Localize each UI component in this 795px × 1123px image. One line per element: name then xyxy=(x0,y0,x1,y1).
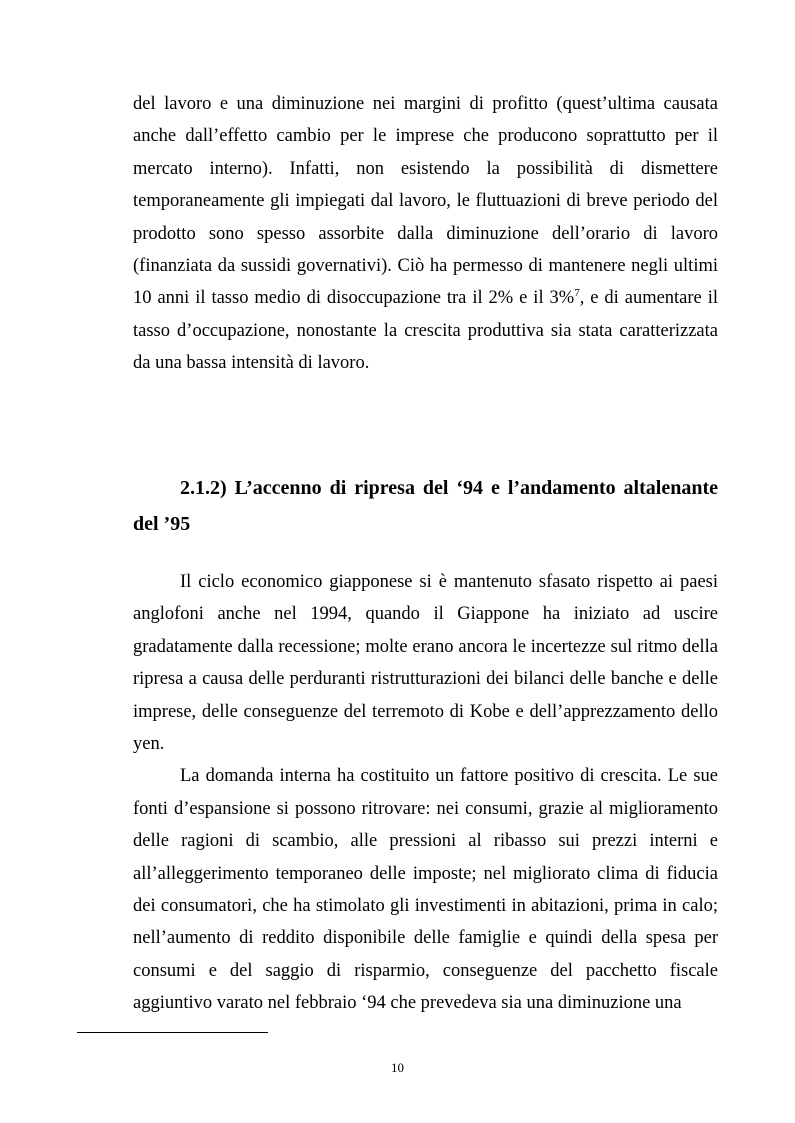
page-number: 10 xyxy=(391,1060,404,1075)
footnote-separator xyxy=(77,1032,268,1033)
paragraph-continued xyxy=(133,88,718,380)
paragraph-3: La domanda interna ha costituito un fattore positivo di crescita. Le sue fonti d’espansione si possono ritrovare: nei consumi, grazie al miglioramento delle ragioni di scambio, alle pressioni al ribasso sui prezzi interni e all’alleggerimento temporaneo delle imposte; nel migliorato clima di fiducia dei consumatori, che ha stimolato gli investimenti in abitazioni, prima in calo; nell’aumento di reddito disponibile delle famiglie e quindi della spesa per consumi e del saggio di risparmio, conseguenze del pacchetto fiscale aggiuntivo varato nel febbraio ‘94 che prevedeva sia una diminuzione una xyxy=(133,766,718,1014)
paragraph-1-text: del lavoro e una diminuzione nei margini di profitto (quest’ultima causata anche dall’effetto cambio per le imprese che producono soprattutto per il mercato interno). Infatti, non esistendo la possibilità di dismettere temporaneamente gli impiegati dal lavoro, le fluttuazioni di breve periodo del prodotto sono spesso assorbite dalla diminuzione dell’orario di lavoro (finanziata da sussidi governativi). Ciò ha permesso di mantenere negli ultimi 10 anni il tasso medio di disoccupazione tra il 2% e il 3% xyxy=(133,94,718,309)
paragraph-1-text-end: , e di aumentare il tasso d’occupazione, nonostante la crescita produttiva sia stata caratterizzata da una bassa intensità di lavoro. xyxy=(133,288,718,374)
paragraph-1 xyxy=(133,88,718,380)
paragraph-2: Il ciclo economico giapponese si è mantenuto sfasato rispetto ai paesi anglofoni anche nel 1994, quando il Giappone ha iniziato ad uscire gradatamente dalla recessione; molte erano ancora le incertezze sul ritmo della ripresa a causa delle perduranti ristrutturazioni dei bilanci delle banche e delle imprese, delle conseguenze del terremoto di Kobe e dell’apprezzamento dello yen. xyxy=(133,572,718,755)
section-body xyxy=(133,566,718,1020)
section-heading: 2.1.2) L’accenno di ripresa del ‘94 e l’andamento altalenante del ’95 xyxy=(133,477,718,535)
footnote-reference[interactable]: 7 xyxy=(574,287,580,300)
